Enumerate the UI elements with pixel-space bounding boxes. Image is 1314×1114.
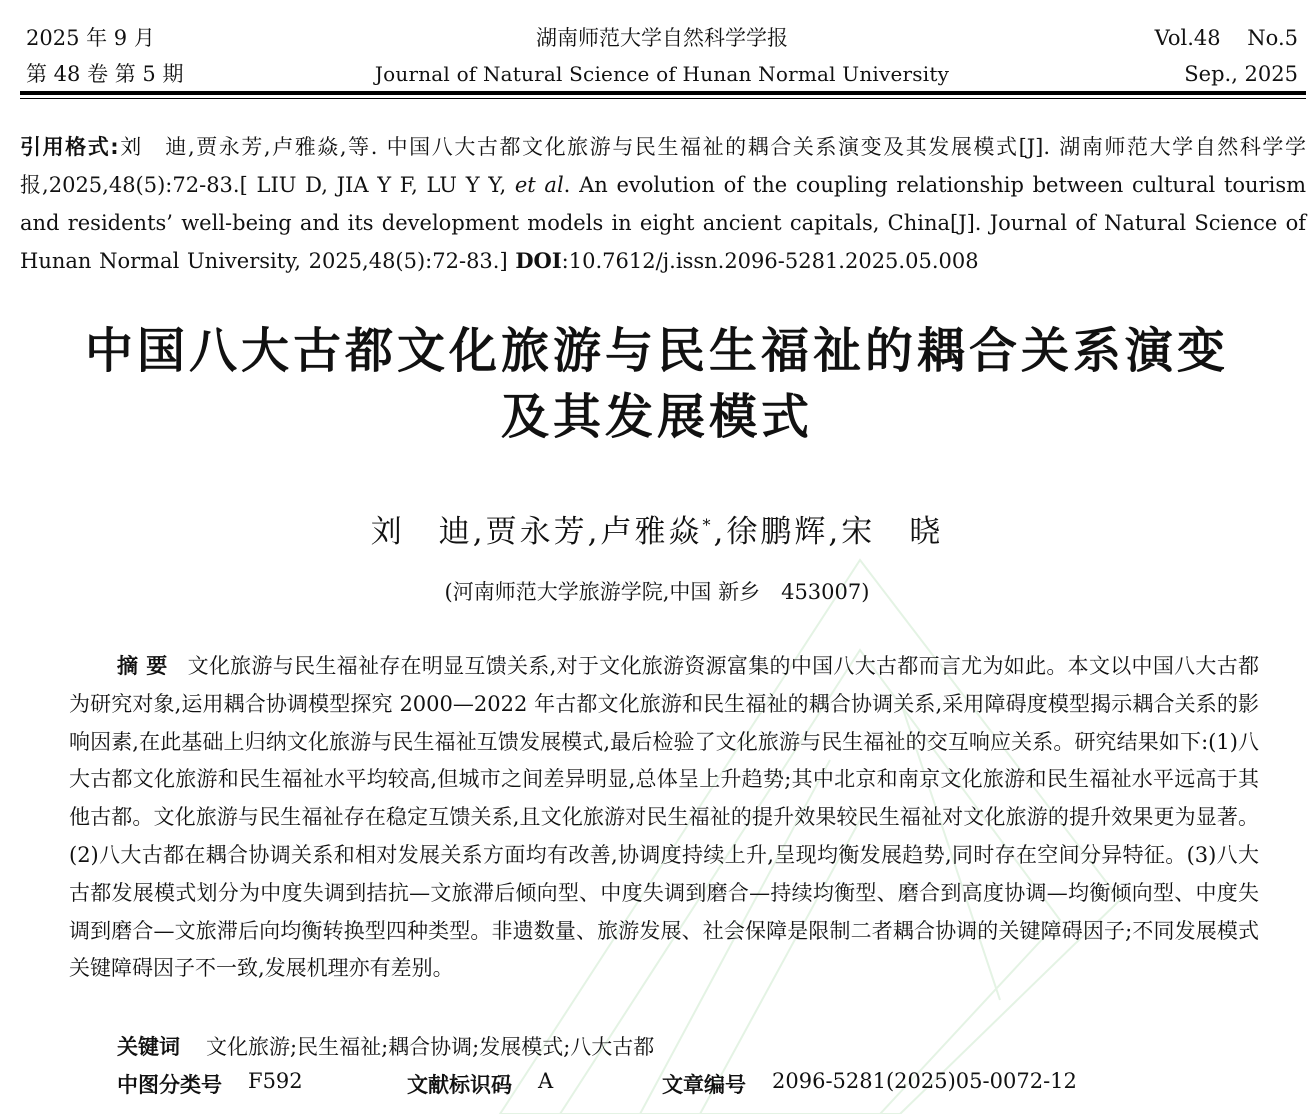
citation-block (20, 128, 1306, 280)
authors-part-1: 刘 迪,贾永芳,卢雅焱 (370, 514, 703, 550)
article-no-value: 2096-5281(2025)05-0072-12 (772, 1069, 1077, 1093)
doc-code-item (407, 1069, 662, 1099)
doi-value[interactable]: :10.7612/j.issn.2096-5281.2025.05.008 (561, 249, 979, 273)
paper-title (0, 318, 1314, 450)
header-rule-thick (20, 91, 1306, 95)
corresponding-author-mark: * (702, 515, 714, 535)
affiliation: (河南师范大学旅游学院,中国 新乡 453007) (444, 580, 870, 604)
abstract-label: 摘要 (117, 654, 176, 678)
classification-line (117, 1069, 1077, 1099)
authors-part-2: ,徐鹏辉,宋 晓 (713, 514, 944, 550)
header-row-2 (26, 58, 1298, 88)
doc-code-value: A (538, 1069, 554, 1093)
paper-title-line-2: 及其发展模式 (500, 389, 813, 445)
journal-title-en: Journal of Natural Science of Hunan Normal University (374, 62, 950, 86)
doi-label: DOI (515, 248, 562, 273)
header-issue-cn: 第 48 卷 第 5 期 (26, 62, 184, 86)
header-date-cn: 2025 年 9 月 (26, 26, 155, 50)
citation-text: 刘 迪,贾永芳,卢雅焱,等. 中国八大古都文化旅游与民生福祉的耦合关系演变及其发展模式[J]. 湖南师范大学自然科学学报,2025,48(5):72-83.[ LIU D, JIA Y F, LU Y Y, (20, 135, 1306, 197)
doc-code-label: 文献标识码 (407, 1073, 512, 1097)
clc-label: 中图分类号 (117, 1073, 222, 1097)
citation-etal: et al (514, 173, 564, 197)
article-no-label: 文章编号 (662, 1073, 746, 1097)
citation-label: 引用格式: (20, 135, 119, 159)
citation-text-en: . An evolution of the coupling relationship between cultural tourism and residents’ well-being and its development models in eight ancient capitals, China[J]. Journal of Natural Science of Hunan Normal University, 2025,48(5):72-83.] (20, 173, 1307, 273)
header-vol-no: Vol.48 No.5 (1154, 26, 1298, 50)
abstract-text: 文化旅游与民生福祉存在明显互馈关系,对于文化旅游资源富集的中国八大古都而言尤为如此。本文以中国八大古都为研究对象,运用耦合协调模型探究 2000—2022 年古都文化旅游和民生福祉的耦合协调关系,采用障碍度模型揭示耦合关系的影响因素,在此基础上归纳文化旅游与民生福祉互馈发展模式,最后检验了文化旅游与民生福祉的交互响应关系。研究结果如下:(1)八大古都文化旅游和民生福祉水平均较高,但城市之间差异明显,总体呈上升趋势;其中北京和南京文化旅游和民生福祉水平远高于其他古都。文化旅游与民生福祉存在稳定互馈关系,且文化旅游对民生福祉的提升效果较民生福祉对文化旅游的提升效果更为显著。(2)八大古都在耦合协调关系和相对发展关系方面均有改善,协调度持续上升,呈现均衡发展趋势,同时存在空间分异特征。(3)八大古都发展模式划分为中度失调到拮抗—文旅滞后倾向型、中度失调到磨合—持续均衡型、磨合到高度协调—均衡倾向型、中度失调到磨合—文旅滞后向均衡转换型四种类型。非遗数量、旅游发展、社会保障是限制二者耦合协调的关键障碍因子;不同发展模式关键障碍因子不一致,发展机理亦有差别。 (69, 654, 1260, 981)
abstract-block (69, 648, 1259, 988)
paper-title-line-1: 中国八大古都文化旅游与民生福祉的耦合关系演变 (84, 323, 1229, 379)
header-row-1 (26, 22, 1298, 52)
article-no-item (662, 1069, 1077, 1099)
journal-title-cn: 湖南师范大学自然科学学报 (536, 26, 788, 50)
header-date-en: Sep., 2025 (1184, 62, 1298, 86)
header-rule-thin (20, 98, 1306, 99)
clc-value: F592 (248, 1069, 303, 1093)
author-list (0, 506, 1314, 551)
keywords-line (117, 1031, 654, 1061)
clc-item (117, 1069, 407, 1099)
keywords-label: 关键词 (117, 1035, 180, 1059)
keywords-text: 文化旅游;民生福祉;耦合协调;发展模式;八大古都 (206, 1035, 655, 1059)
